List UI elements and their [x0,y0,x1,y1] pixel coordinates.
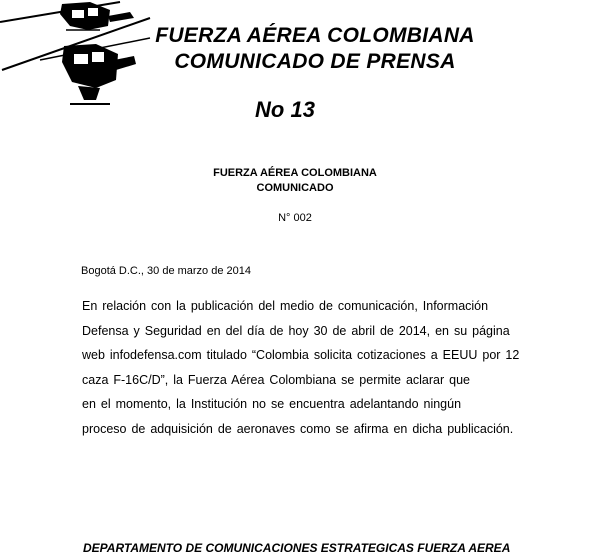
body-line: caza F-16C/D”, la Fuerza Aérea Colombiana se permite aclarar que [82,373,470,387]
header-subtitle: COMUNICADO DE PRENSA [174,50,456,73]
footer-department: DEPARTAMENTO DE COMUNICACIONES ESTRATEGICAS FUERZA AEREA [83,541,511,555]
header-title: FUERZA AÉREA COLOMBIANA [155,24,475,47]
body-line: Defensa y Seguridad en del día de hoy 30 de abril de 2014, en su página [82,324,510,338]
date-line: Bogotá D.C., 30 de marzo de 2014 [81,265,251,277]
body-line: en el momento, la Institución no se encuentra adelantando ningún [82,397,462,411]
communique-code: N° 002 [278,212,312,224]
press-number: No 13 [255,97,315,122]
org-name: FUERZA AÉREA COLOMBIANA [213,167,377,179]
body-line: web infodefensa.com titulado “Colombia solicita cotizaciones a EEUU por 12 [82,348,520,362]
body-line: En relación con la publicación del medio de comunicación, Información [82,299,489,313]
communique-label: COMUNICADO [256,182,334,194]
body-line: proceso de adquisición de aeronaves como se afirma en dicha publicación. [82,422,514,436]
